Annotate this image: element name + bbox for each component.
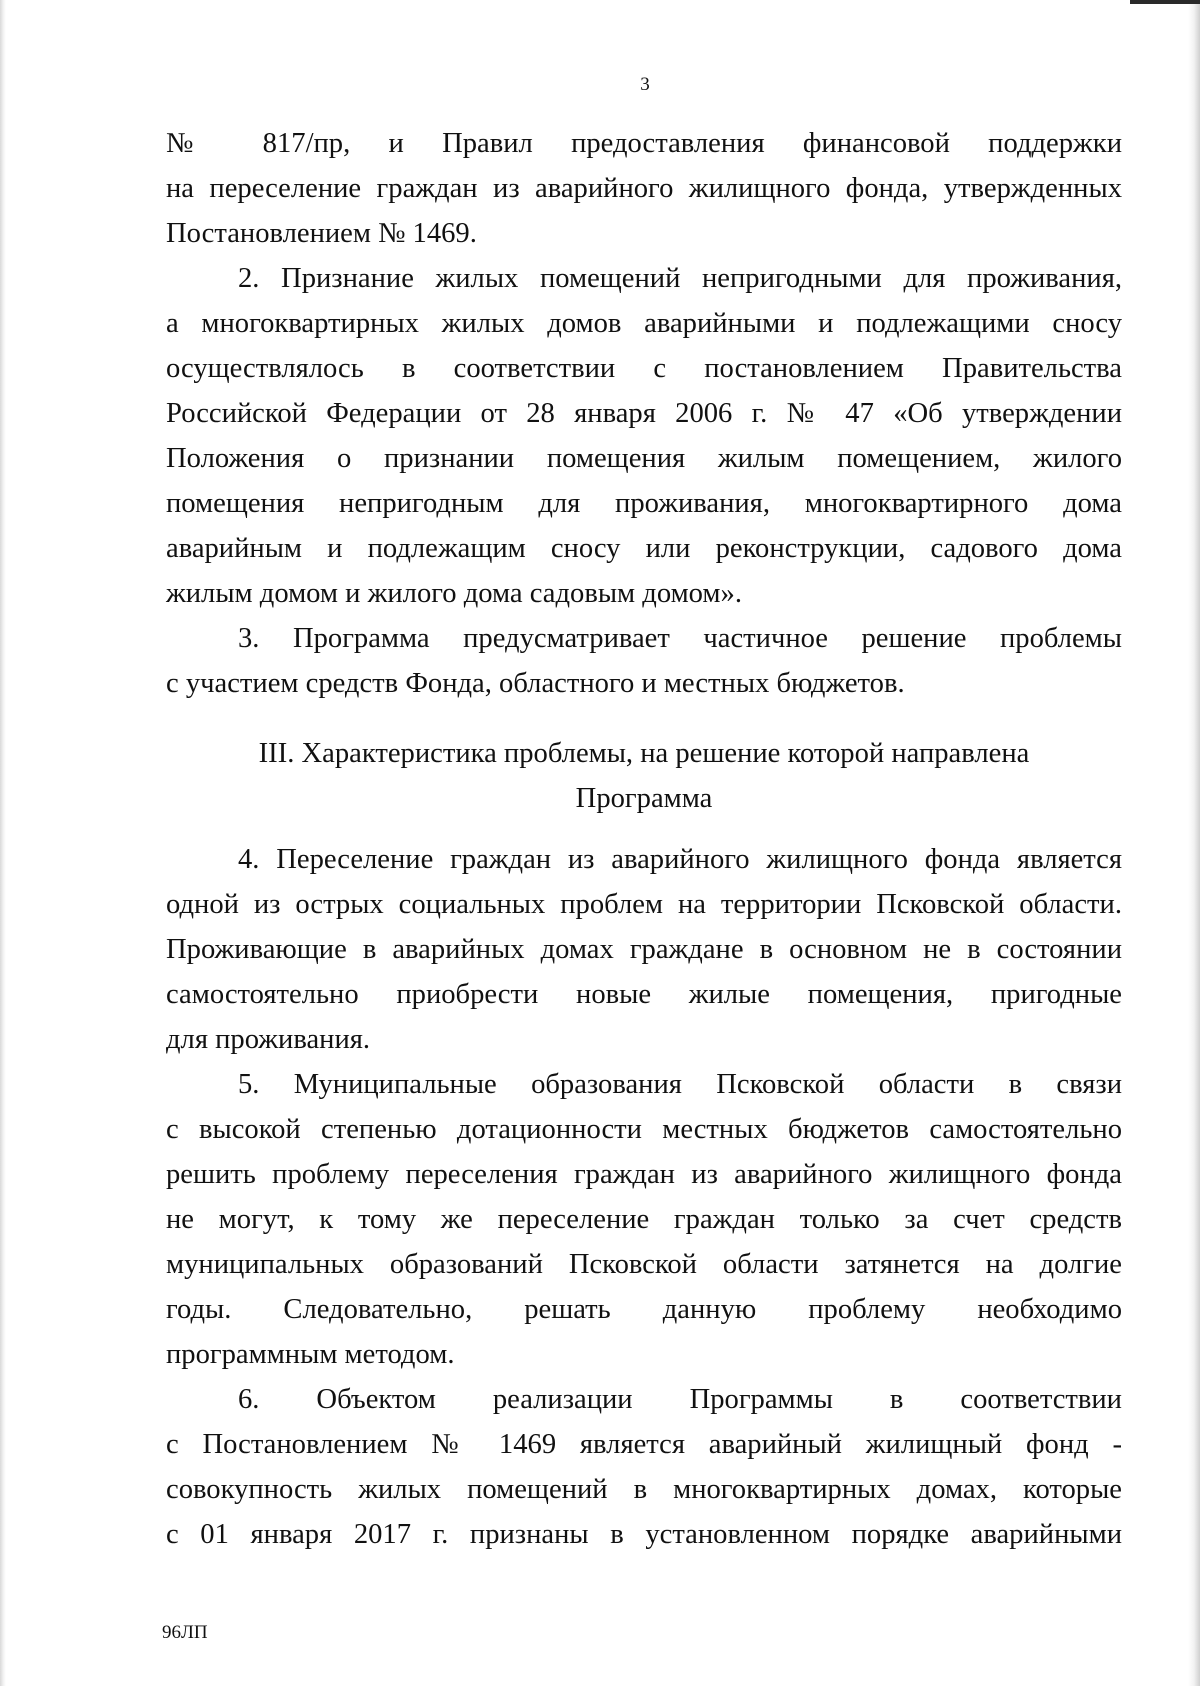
section-heading-line: III. Характеристика проблемы, на решение которой направлена [258, 738, 1030, 769]
text-line: а многоквартирных жилых домов аварийными и подлежащими сносу [166, 308, 1122, 339]
paragraph [166, 1062, 1122, 1377]
text-line: Положения о признании помещения жилым помещением, жилого [166, 443, 1122, 474]
scan-edge-right [1188, 0, 1200, 1686]
body-text-bottom [166, 837, 1122, 1557]
paragraph [166, 1377, 1122, 1557]
body-text-top [166, 121, 1122, 706]
paragraph [166, 837, 1122, 1062]
text-line: Проживающие в аварийных домах граждане в основном не в состоянии [166, 934, 1122, 965]
text-line: программным методом. [166, 1339, 455, 1370]
page-number: 3 [640, 74, 650, 95]
text-line: решить проблему переселения граждан из аварийного жилищного фонда [166, 1159, 1122, 1190]
text-line: 5. Муниципальные образования Псковской области в связи [238, 1069, 1122, 1100]
text-line: помещения непригодным для проживания, многоквартирного дома [166, 488, 1122, 519]
text-line: одной из острых социальных проблем на территории Псковской области. [166, 889, 1122, 920]
text-line: муниципальных образований Псковской области затянется на долгие [166, 1249, 1122, 1280]
text-line: 6. Объектом реализации Программы в соответствии [238, 1384, 1122, 1415]
text-line: не могут, к тому же переселение граждан только за счет средств [166, 1204, 1122, 1235]
text-line: Российской Федерации от 28 января 2006 г. № 47 «Об утверждении [166, 398, 1122, 429]
section-heading-line: Программа [575, 783, 713, 814]
footer-document-code: 96ЛП [162, 1622, 208, 1643]
text-line: с 01 января 2017 г. признаны в установленном порядке аварийными [166, 1519, 1122, 1550]
text-line: осуществлялось в соответствии с постановлением Правительства [166, 353, 1122, 384]
text-line: 3. Программа предусматривает частичное решение проблемы [238, 623, 1122, 654]
text-line: жилым домом и жилого дома садовым домом». [166, 578, 742, 609]
scan-corner-mark [1130, 0, 1200, 4]
paragraph [166, 256, 1122, 616]
text-line: Постановлением № 1469. [166, 218, 477, 249]
text-line: № 817/пр, и Правил предоставления финансовой поддержки [166, 128, 1122, 159]
text-line: на переселение граждан из аварийного жилищного фонда, утвержденных [166, 173, 1122, 204]
text-line: 2. Признание жилых помещений непригодными для проживания, [238, 263, 1122, 294]
text-line: 4. Переселение граждан из аварийного жилищного фонда является [238, 844, 1122, 875]
paragraph [166, 121, 1122, 256]
text-line: с участием средств Фонда, областного и местных бюджетов. [166, 668, 905, 699]
paragraph [166, 616, 1122, 706]
text-line: с Постановлением № 1469 является аварийный жилищный фонд - [166, 1429, 1122, 1460]
text-line: для проживания. [166, 1024, 371, 1055]
text-line: самостоятельно приобрести новые жилые помещения, пригодные [166, 979, 1122, 1010]
text-line: годы. Следовательно, решать данную проблему необходимо [166, 1294, 1122, 1325]
text-line: аварийным и подлежащим сносу или реконструкции, садового дома [166, 533, 1122, 564]
text-line: с высокой степенью дотационности местных бюджетов самостоятельно [166, 1114, 1122, 1145]
scan-edge-left [0, 0, 6, 1686]
text-line: совокупность жилых помещений в многоквартирных домах, которые [166, 1474, 1122, 1505]
section-heading [166, 731, 1122, 821]
